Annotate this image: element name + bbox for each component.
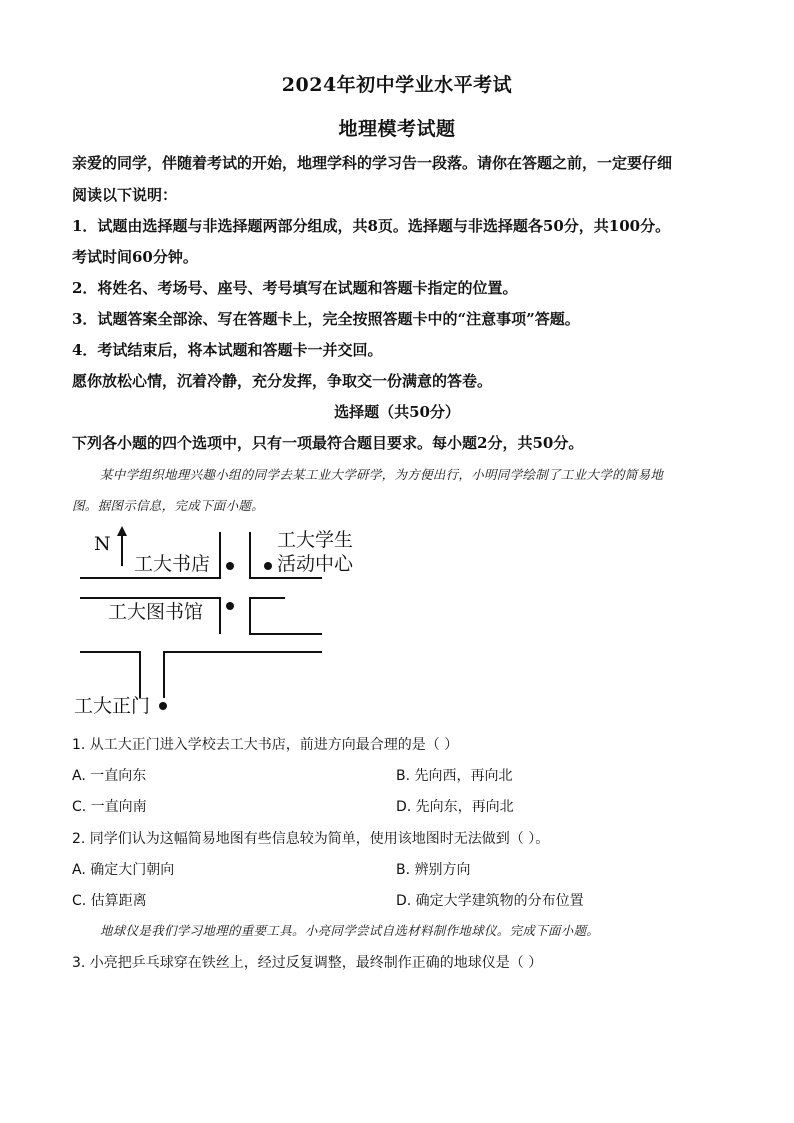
instruction-item-1-cont: 考试时间60分钟。 [72, 248, 198, 266]
section-heading: 选择题（共50分） [334, 403, 460, 421]
library-label: 工大图书馆 [108, 601, 204, 623]
instruction-item-2: 2．将姓名、考场号、座号、考号填写在试题和答题卡指定的位置。 [72, 279, 518, 297]
activity-center-label-1: 工大学生 [277, 529, 354, 551]
question-1-option-d: D. 先向东，再向北 [396, 799, 514, 815]
question-2-option-a: A. 确定大门朝向 [72, 862, 175, 878]
bookstore-dot-icon [226, 562, 234, 570]
north-arrow-icon [117, 526, 127, 536]
question-2-stem: 2. 同学们认为这幅简易地图有些信息较为简单，使用该地图时无法做到（ ）。 [72, 831, 550, 847]
wish-line: 愿你放松心情，沉着冷静，充分发挥，争取交一份满意的答卷。 [72, 372, 493, 390]
question-2-option-b: B. 辨别方向 [396, 862, 471, 878]
passage-1-line-1: 某中学组织地理兴趣小组的同学去某工业大学研学，为方便出行，小明同学绘制了工业大学的简易地 [100, 467, 664, 482]
instruction-item-3: 3．试题答案全部涂、写在答题卡上，完全按照答题卡中的“注意事项”答题。 [72, 310, 580, 328]
question-2-option-d: D. 确定大学建筑物的分布位置 [396, 893, 584, 909]
gate-dot-icon [159, 702, 167, 710]
question-1-option-c: C. 一直向南 [72, 799, 147, 815]
passage-1-line-2: 图。据图示信息，完成下面小题。 [72, 498, 265, 513]
exam-subtitle: 地理模考试题 [338, 118, 456, 140]
campus-map [72, 522, 372, 722]
exam-title: 2024年初中学业水平考试 [281, 74, 513, 96]
section-rule: 下列各小题的四个选项中，只有一项最符合题目要求。每小题2分，共50分。 [72, 434, 584, 452]
passage-2-line-1: 地球仪是我们学习地理的重要工具。小亮同学尝试自选材料制作地球仪。完成下面小题。 [100, 923, 600, 938]
north-label: N [94, 533, 111, 555]
library-dot-icon [226, 602, 234, 610]
instruction-item-1: 1．试题由选择题与非选择题两部分组成，共8页。选择题与非选择题各50分，共100分。 [72, 217, 671, 235]
intro-line-1: 亲爱的同学，伴随着考试的开始，地理学科的学习告一段落。请你在答题之前，一定要仔细 [72, 154, 673, 172]
instruction-item-4: 4．考试结束后，将本试题和答题卡一并交回。 [72, 341, 383, 359]
question-1-stem: 1. 从工大正门进入学校去工大书店，前进方向最合理的是（ ） [72, 737, 459, 753]
activity-center-label-2: 活动中心 [277, 553, 354, 575]
question-3-stem: 3. 小亮把乒乓球穿在铁丝上，经过反复调整，最终制作正确的地球仪是（ ） [72, 955, 543, 971]
activity-center-dot-icon [264, 562, 272, 570]
question-1-option-a: A. 一直向东 [72, 768, 147, 784]
gate-label: 工大正门 [74, 695, 151, 717]
bookstore-label: 工大书店 [134, 553, 211, 575]
question-2-option-c: C. 估算距离 [72, 893, 147, 909]
intro-line-2: 阅读以下说明： [72, 186, 178, 204]
question-1-option-b: B. 先向西，再向北 [396, 768, 513, 784]
